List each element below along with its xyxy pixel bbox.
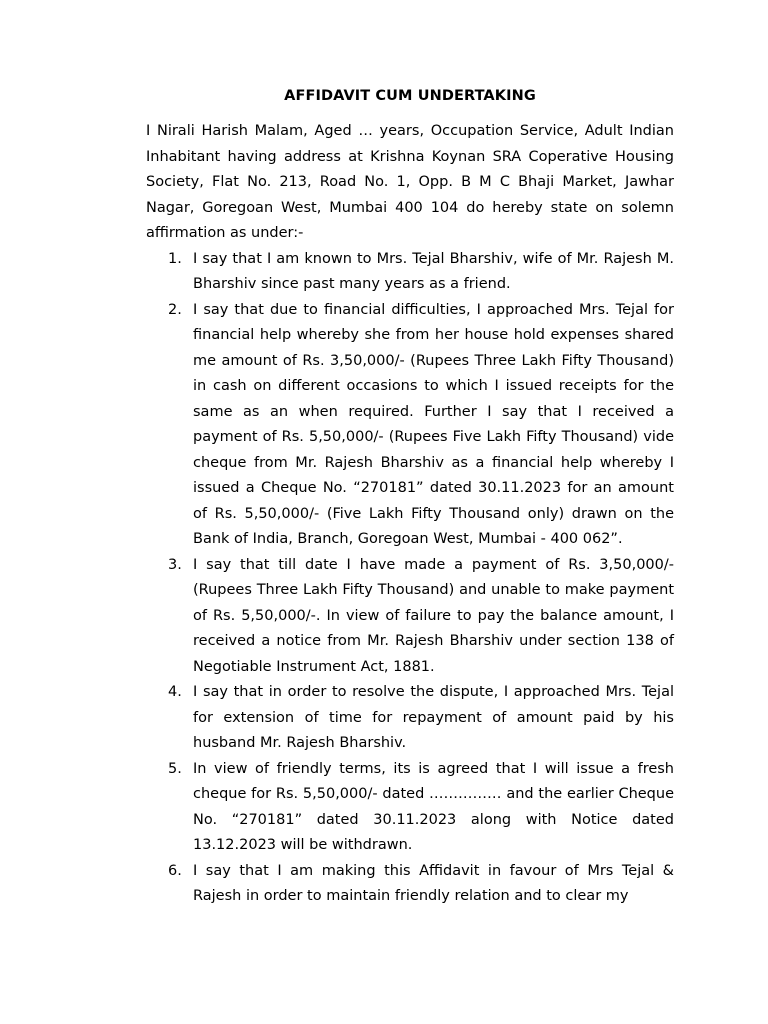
list-item <box>146 859 674 910</box>
list-item <box>146 298 674 553</box>
list-item <box>146 680 674 757</box>
list-item-text: I say that I am known to Mrs. Tejal Bharshiv, wife of Mr. Rajesh M. Bharshiv since past many years as a friend. <box>193 250 674 292</box>
list-item-text: I say that I am making this Affidavit in favour of Mrs Tejal & Rajesh in order to maintain friendly relation and to clear my <box>193 862 674 904</box>
list-item-number: 5. <box>168 760 182 777</box>
list-item-number: 2. <box>168 301 182 318</box>
list-item-text: I say that in order to resolve the dispute, I approached Mrs. Tejal for extension of time for repayment of amount paid by his husband Mr. Rajesh Bharshiv. <box>193 684 674 751</box>
list-item-number: 3. <box>168 556 182 573</box>
list-item-number: 4. <box>168 684 182 700</box>
list-item-number: 6. <box>168 862 182 879</box>
list-item <box>146 553 674 681</box>
list-item-text: I say that till date I have made a payment of Rs. 3,50,000/- (Rupees Three Lakh Fifty Thousand) and unable to make payment of Rs. 5,50,000/-. In view of failure to pay the balance amount, I received a notice from Mr. Rajesh Bharshiv under section 138 of Negotiable Instrument Act, 1881. <box>193 556 674 675</box>
list-item-text: I say that due to financial difficulties, I approached Mrs. Tejal for financial help whereby she from her house hold expenses shared me amount of Rs. 3,50,000/- (Rupees Three Lakh Fifty Thousand) in cash on different occasions to which I issued receipts for the same as an when required. Further I say that I received a payment of Rs. 5,50,000/- (Rupees Five Lakh Fifty Thousand) vide cheque from Mr. Rajesh Bharshiv as a financial help whereby I issued a Cheque No. “270181” dated 30.11.2023 for an amount of Rs. 5,50,000/- (Five Lakh Fifty Thousand only) drawn on the Bank of India, Branch, Goregoan West, Mumbai - 400 062”. <box>193 301 674 547</box>
document-title: AFFIDAVIT CUM UNDERTAKING <box>284 88 536 104</box>
intro-paragraph: I Nirali Harish Malam, Aged … years, Occupation Service, Adult Indian Inhabitant having address at Krishna Koynan SRA Coperative Housing Society, Flat No. 213, Road No. 1, Opp. B M C Bhaji Market, Jawhar Nagar, Goregoan West, Mumbai 400 104 do hereby state on solemn affirmation as under:- <box>146 123 674 241</box>
document-page <box>146 85 674 910</box>
list-item <box>146 757 674 859</box>
list-item-text: In view of friendly terms, its is agreed that I will issue a fresh cheque for Rs. 5,50,000/- dated …………… and the earlier Cheque No. “270181” dated 30.11.2023 along with Notice dated 13.12.2023 will be withdrawn. <box>193 760 674 853</box>
numbered-list <box>146 247 674 910</box>
list-item-number: 1. <box>168 250 182 267</box>
list-item <box>146 247 674 298</box>
